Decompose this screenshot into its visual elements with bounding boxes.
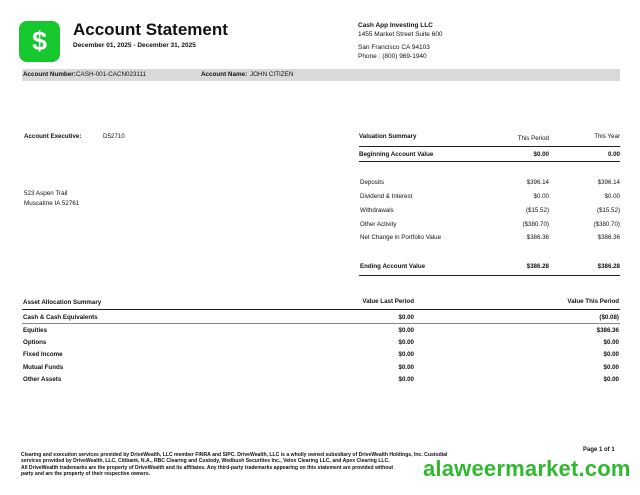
valuation-row-label: Deposits [360, 179, 385, 186]
account-executive-value: D52710 [103, 133, 125, 140]
dollar-icon: $ [31, 26, 48, 56]
disclaimer-line: services provided by DriveWealth, LLC, Citibank, N.A., RBC Clearing and Custody, Wedbush Securities Inc., Velox Clearing LLC, and Apex Clearing LLC. [21, 458, 390, 465]
company-block [358, 22, 443, 61]
allocation-row-this: $0.00 [603, 339, 619, 346]
address-line-1: 523 Aspen Trail [24, 190, 68, 197]
account-executive [24, 133, 125, 140]
ending-value-year: $386.28 [597, 263, 620, 270]
page-title: Account Statement [73, 20, 228, 39]
valuation-row-year: ($15.52) [596, 207, 620, 214]
page-number: Page 1 of 1 [583, 447, 615, 453]
allocation-row-this: $0.00 [603, 376, 619, 383]
allocation-row-this: $0.00 [603, 364, 619, 371]
disclaimer-line: party and are the property of their respective owners. [21, 470, 151, 477]
company-address-2: San Francisco CA 94103 [358, 44, 430, 52]
valuation-row-label: Net Change in Portfolio Value [360, 234, 442, 241]
valuation-col-this-year: This Year [594, 133, 620, 140]
divider [359, 161, 620, 162]
allocation-col-this-period: Value This Period [567, 298, 619, 305]
beginning-value-year: 0.00 [607, 151, 620, 158]
allocation-row-label: Options [23, 339, 47, 346]
allocation-row-label: Other Assets [23, 376, 62, 383]
allocation-col-last-period: Value Last Period [362, 298, 414, 305]
valuation-row-period: $386.36 [526, 234, 549, 241]
allocation-row-label: Cash & Cash Equivalents [23, 314, 98, 321]
allocation-row-last: $0.00 [398, 314, 414, 321]
valuation-title: Valuation Summary [359, 133, 417, 140]
company-address-1: 1455 Market Street Suite 600 [358, 30, 443, 38]
company-name: Cash App Investing LLC [358, 22, 433, 29]
valuation-col-this-period: This Period [517, 135, 549, 142]
account-number-label: Account Number: [23, 71, 76, 78]
allocation-row-last: $0.00 [398, 376, 414, 383]
allocation-row-last: $0.00 [398, 351, 414, 358]
ending-value-label: Ending Account Value [360, 263, 426, 270]
valuation-row-label: Withdrawals [360, 207, 394, 214]
account-bar [22, 69, 620, 81]
account-name-label: Account Name: [201, 71, 248, 78]
valuation-row-year: $396.14 [597, 179, 620, 186]
mailing-address [24, 189, 79, 208]
allocation-row-this: $0.00 [603, 351, 619, 358]
beginning-value-label: Beginning Account Value [359, 151, 434, 158]
account-number: CASH-001-CACN023111 [76, 71, 147, 78]
beginning-value-period: $0.00 [533, 151, 549, 158]
disclaimer-line: All DriveWealth trademarks are the property of DriveWealth and its affiliates. Any third-party trademarks appearing on this statement are provided without [21, 464, 394, 471]
address-line-2: Muscatine IA 52761 [24, 199, 80, 207]
disclaimer-line: Clearing and execution services provided by DriveWealth, LLC member FINRA and SIPC. DriveWealth, LLC is a wholly owned subsidiary of DriveWealth Holdings, Inc. Custodial [21, 452, 448, 458]
allocation-row-this: $386.36 [596, 327, 619, 334]
ending-value-period: $386.28 [526, 263, 549, 270]
valuation-row-year: $0.00 [604, 193, 620, 200]
allocation-row-last: $0.00 [398, 339, 414, 346]
divider [22, 309, 620, 310]
allocation-row-label: Mutual Funds [23, 364, 64, 371]
valuation-row-label: Other Activity [360, 221, 397, 228]
allocation-row-this: ($0.08) [599, 314, 619, 321]
allocation-title: Asset Allocation Summary [23, 299, 102, 306]
company-phone: Phone : (800) 969-1940 [358, 52, 427, 60]
divider [359, 146, 620, 147]
divider [359, 275, 620, 276]
allocation-row-last: $0.00 [398, 327, 414, 334]
cash-app-logo [19, 21, 60, 62]
allocation-row-last: $0.00 [398, 364, 414, 371]
watermark: alaweermarket.com [423, 456, 631, 481]
allocation-row-label: Equities [23, 327, 48, 334]
valuation-row-period: ($15.52) [525, 207, 549, 214]
account-executive-label: Account Executive: [24, 133, 82, 140]
valuation-row-year: ($380.70) [593, 221, 620, 228]
valuation-row-year: $386.36 [597, 234, 620, 241]
valuation-row-period: $0.00 [533, 193, 549, 200]
valuation-row-period: $396.14 [526, 179, 549, 186]
account-name: JOHN CITIZEN [250, 71, 294, 78]
statement-period: December 01, 2025 - December 31, 2025 [73, 42, 196, 49]
valuation-row-label: Dividend & Interest [360, 193, 413, 200]
divider [22, 323, 620, 324]
allocation-row-label: Fixed Income [23, 351, 63, 358]
valuation-row-period: ($380.70) [522, 221, 549, 228]
